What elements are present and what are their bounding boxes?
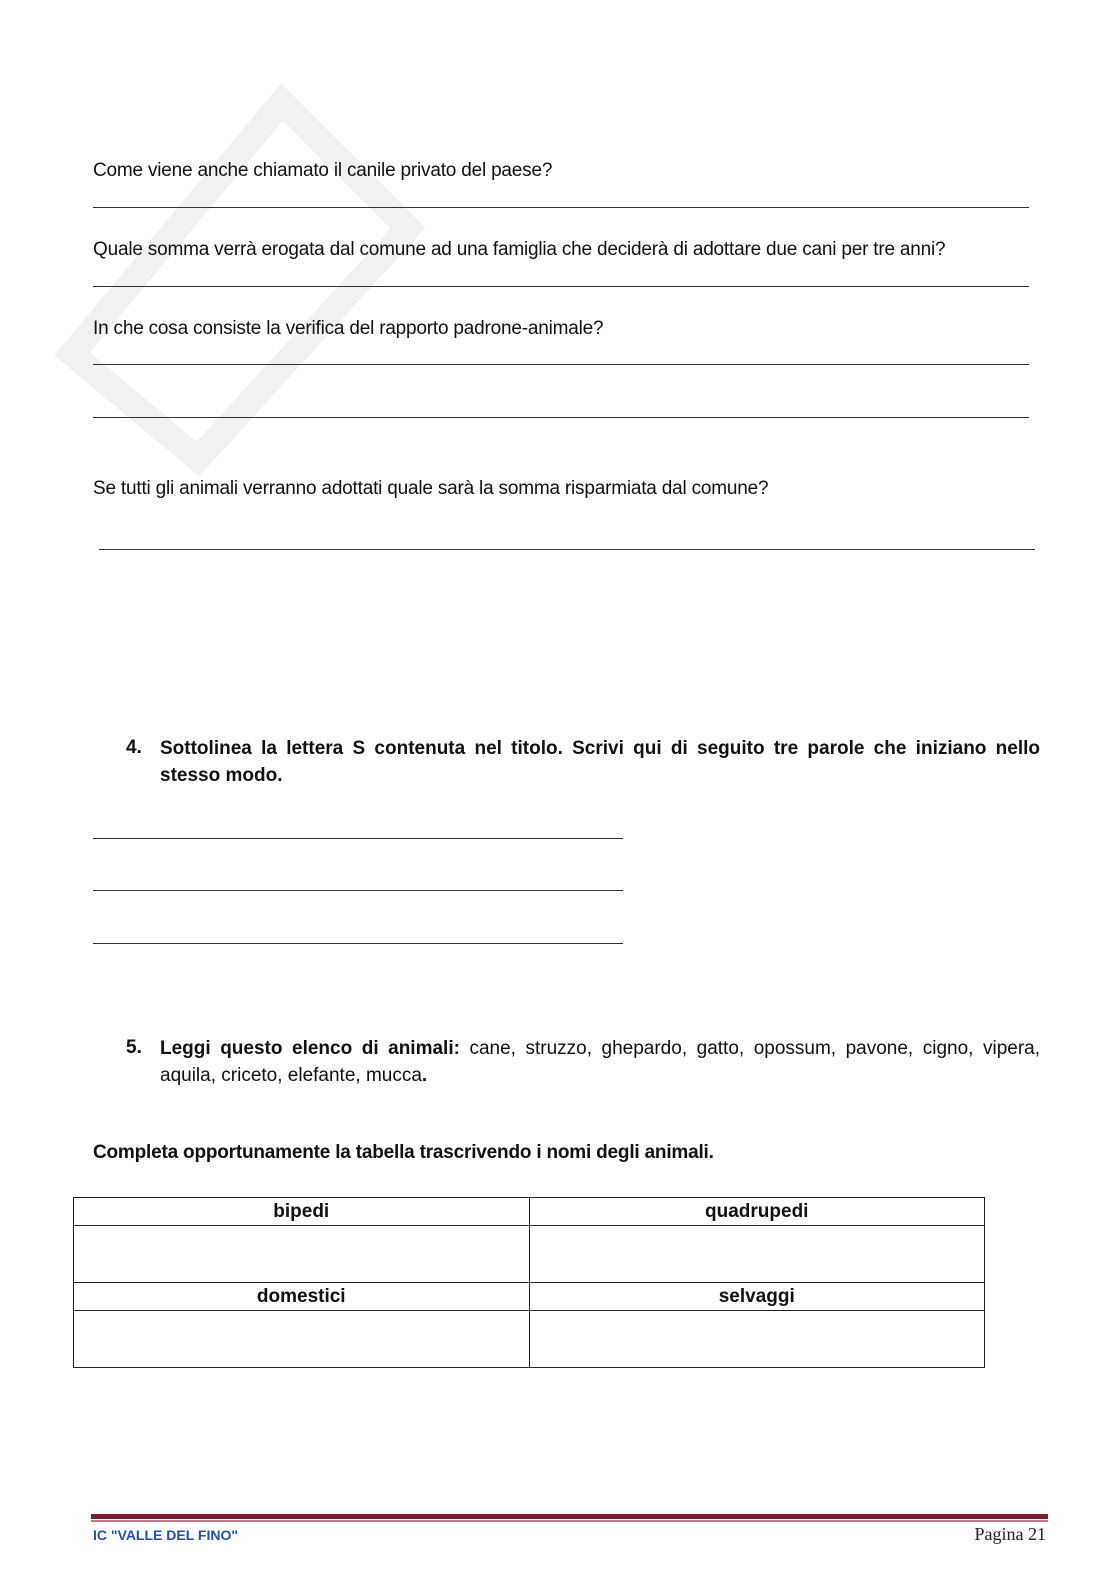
animals-table [73, 1197, 985, 1368]
exercise-5-text [160, 1035, 1040, 1089]
animal-list: cane, struzzo, ghepardo, gatto, opossum, pavone, cigno, vipera, aquila, criceto, elefante, mucca [160, 1038, 1040, 1086]
answer-line-2[interactable] [93, 286, 1029, 287]
exercise-5-lead: Leggi questo elenco di animali: [160, 1038, 460, 1059]
word-line-1[interactable] [93, 838, 623, 839]
question-1: Come viene anche chiamato il canile privato del paese? [93, 160, 553, 181]
word-line-3[interactable] [93, 943, 623, 944]
header-bipedi: bipedi [74, 1198, 530, 1226]
exercise-5-end: . [421, 1065, 428, 1086]
footer-divider [91, 1514, 1048, 1519]
exercise-5-number: 5. [126, 1037, 142, 1058]
header-selvaggi: selvaggi [529, 1283, 985, 1311]
question-2: Quale somma verrà erogata dal comune ad una famiglia che deciderà di adottare due cani per tre anni? [93, 239, 946, 260]
footer-divider-light [91, 1520, 1048, 1522]
word-line-2[interactable] [93, 890, 623, 891]
header-domestici: domestici [74, 1283, 530, 1311]
cell-bipedi[interactable] [74, 1226, 530, 1283]
answer-line-4[interactable] [99, 549, 1035, 550]
exercise-4-number: 4. [126, 737, 142, 758]
question-4: Se tutti gli animali verranno adottati quale sarà la somma risparmiata dal comune? [93, 478, 769, 499]
question-3: In che cosa consiste la verifica del rapporto padrone-animale? [93, 318, 604, 339]
answer-line-1[interactable] [93, 207, 1029, 208]
answer-line-3a[interactable] [93, 364, 1029, 365]
footer-school-name: IC "VALLE DEL FINO" [93, 1527, 238, 1543]
footer-page-number: Pagina 21 [974, 1524, 1046, 1544]
cell-domestici[interactable] [74, 1311, 530, 1368]
table-instruction: Completa opportunamente la tabella trascrivendo i nomi degli animali. [93, 1142, 714, 1163]
exercise-4-text: Sottolinea la lettera S contenuta nel titolo. Scrivi qui di seguito tre parole che iniziano nello stesso modo. [160, 738, 1040, 786]
answer-line-3b[interactable] [93, 417, 1029, 418]
header-quadrupedi: quadrupedi [529, 1198, 985, 1226]
cell-quadrupedi[interactable] [529, 1226, 985, 1283]
cell-selvaggi[interactable] [529, 1311, 985, 1368]
